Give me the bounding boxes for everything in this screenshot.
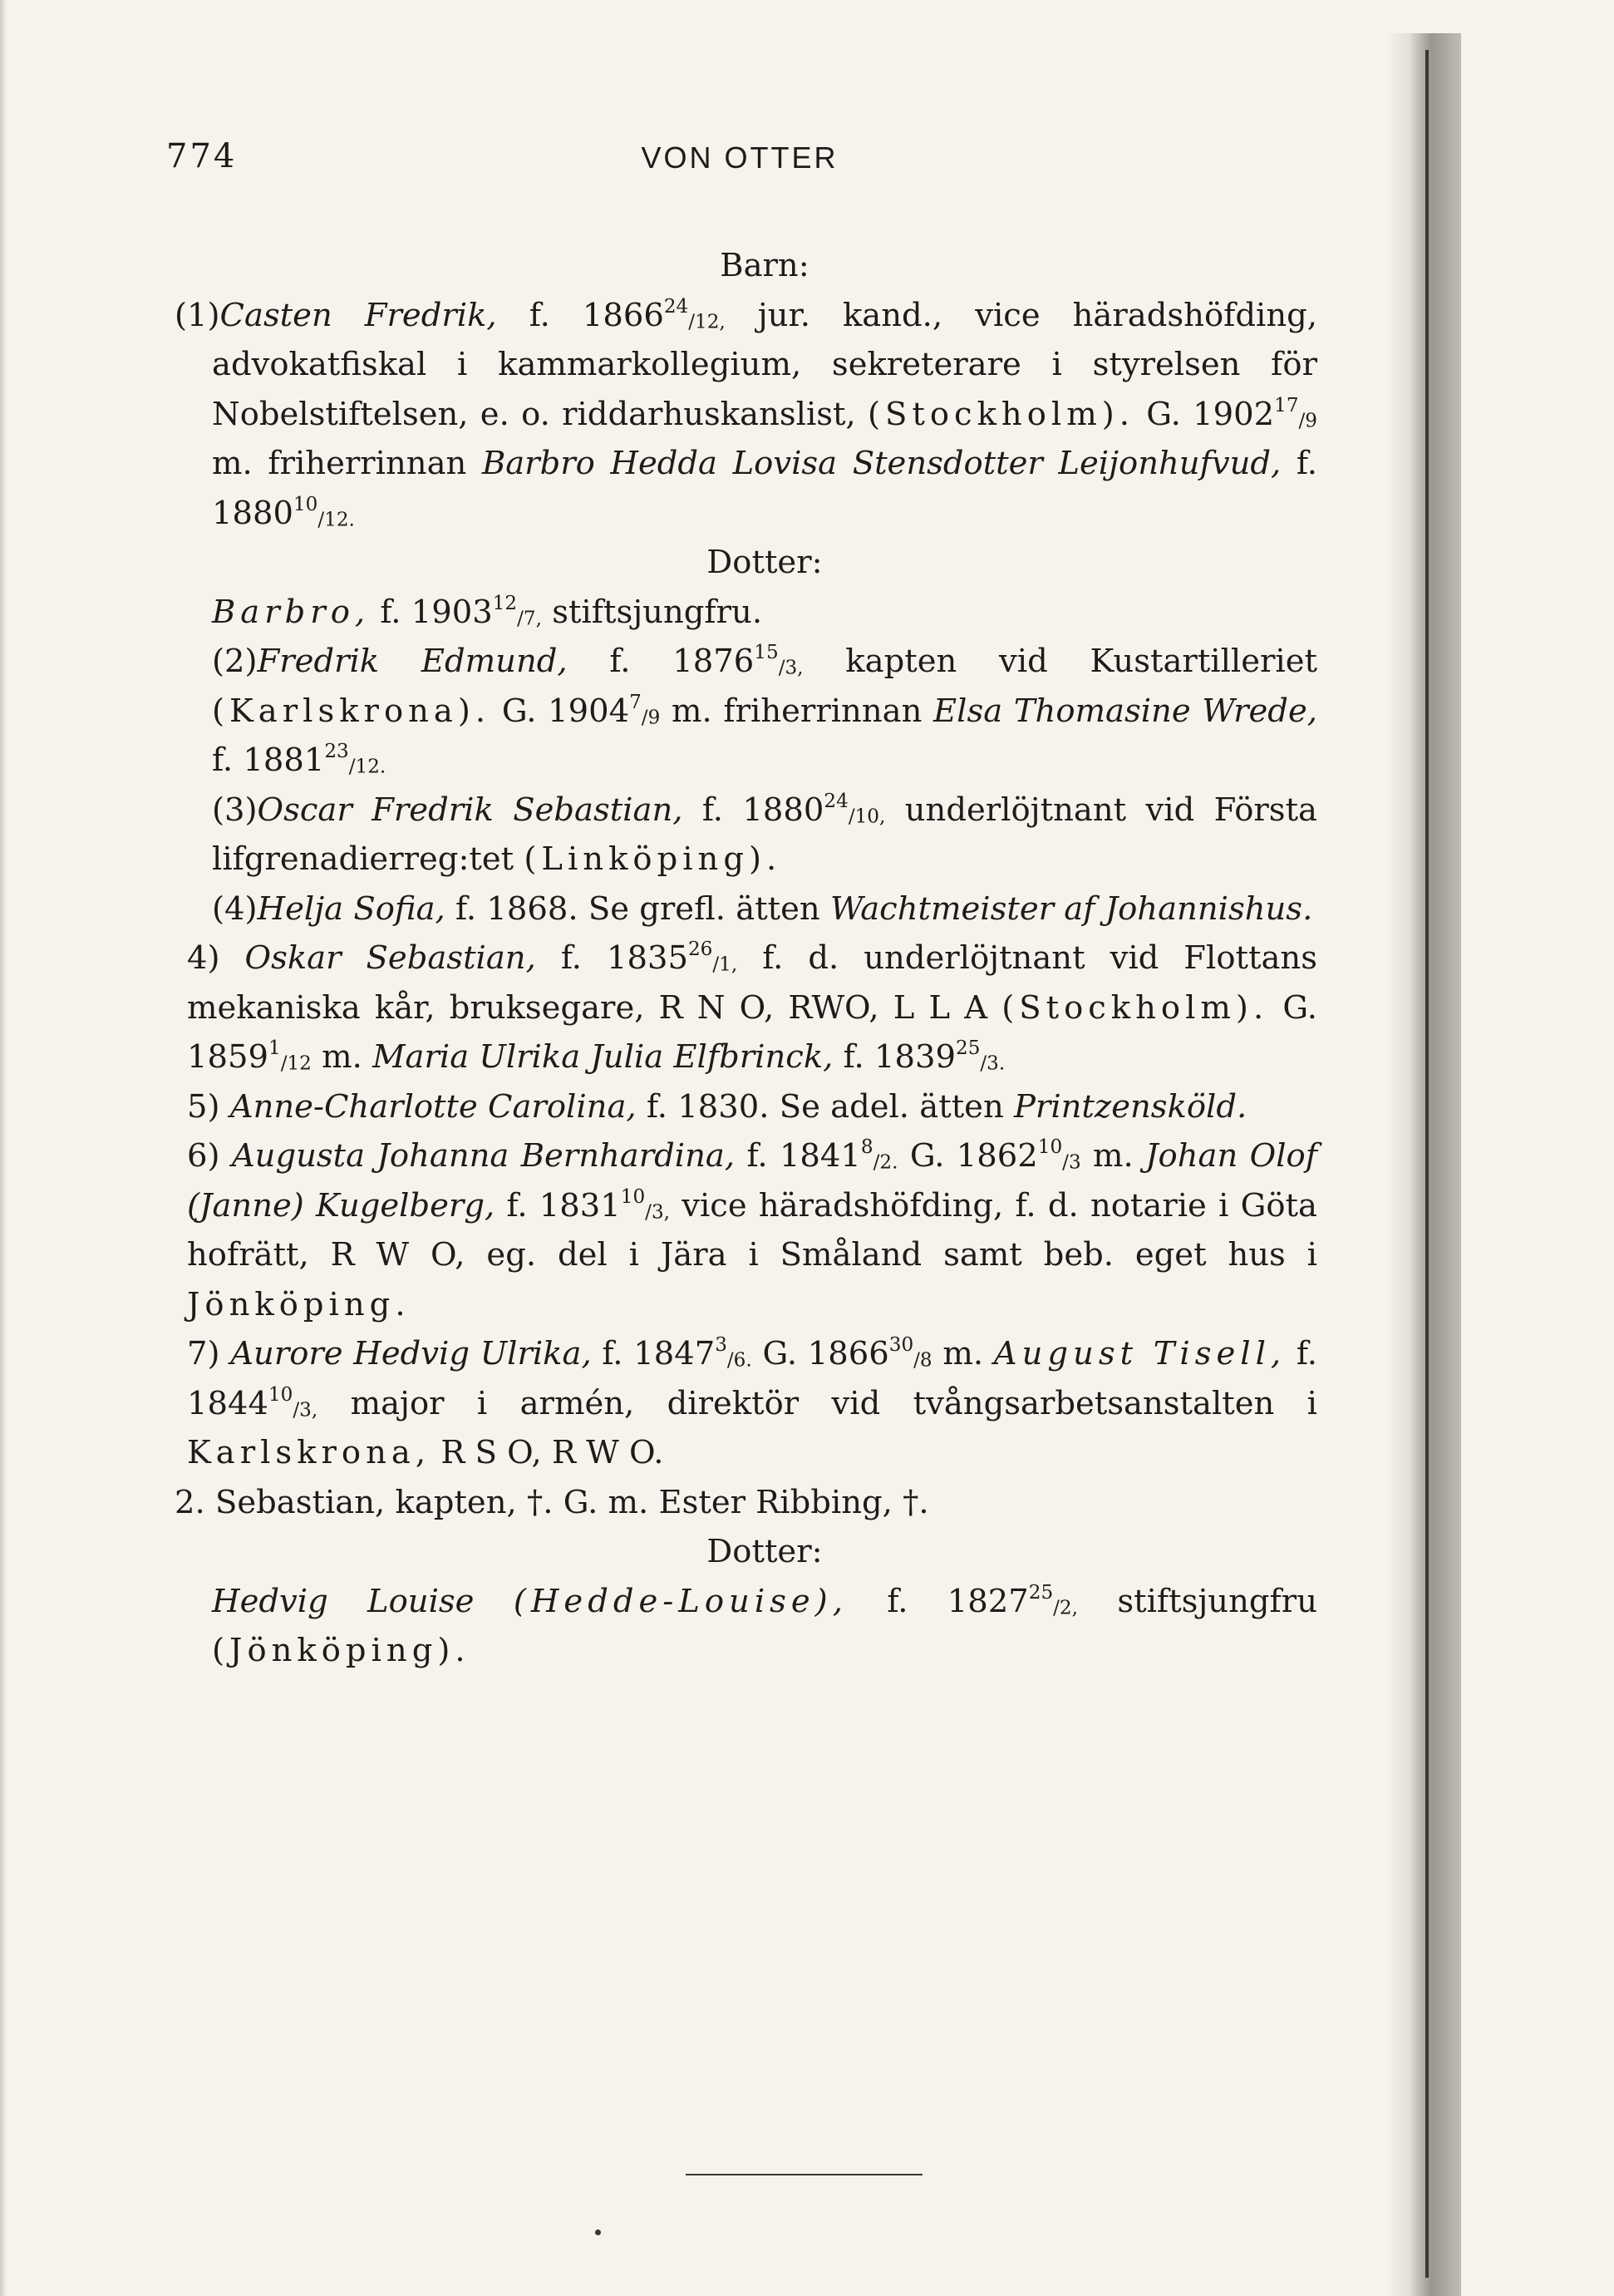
spouse-name: Maria Ulrika Julia Elfbrinck, <box>372 1038 834 1076</box>
spouse-name: Elsa Thomasine Wrede, <box>933 692 1317 730</box>
section-heading-barn: Barn: <box>720 247 809 284</box>
entry-aurore-hedvig: 7) Aurore Hedvig Ulrika, f. $1847^3_{/6.}$ G. $1866^{30}_{/8}$ m. August Tisell, f. $1844^{10}_{/3,}$ major i armén, direktör vid tvångsarbetsanstalten i Karlskrona, R S O, R W O. <box>187 1333 1317 1471</box>
spouse-name: Barbro Hedda Lovisa Stensdotter Leijonhufvud, <box>481 445 1282 482</box>
place-name: Karlskrona, <box>187 1434 431 1471</box>
person-name: Fredrik Edmund, <box>257 643 568 680</box>
book-spine-shadow <box>1386 33 1461 2296</box>
page-edge-shadow <box>0 0 7 2296</box>
place-name: (Stockholm). <box>1001 988 1269 1027</box>
family-reference: Printzensköld. <box>1014 1087 1247 1126</box>
spouse-name: Johan Olof (Janne) Kugelberg, <box>187 1137 1317 1224</box>
place-name: (Linköping). <box>524 840 782 878</box>
person-name: Casten Fredrik, <box>219 296 497 334</box>
person-name: Hedvig Louise <box>212 1582 475 1620</box>
spouse-name: August Tisell, <box>993 1335 1287 1372</box>
end-rule <box>686 2174 923 2175</box>
entry-helja-sofia: (4)Helja Sofia, f. 1868. Se grefl. ätten Wachtmeister af Johannishus. <box>212 889 1313 928</box>
person-name: Oskar Sebastian, <box>244 939 536 977</box>
entry-fredrik-edmund: (2)Fredrik Edmund, f. $1876^{15}_{/3,}$ kapten vid Kustartilleriet (Karlskrona). G. $1904^7_{/9}$ m. friherrinnan Elsa Thomasine Wrede, f. $1881^{23}_{/12.}$ <box>212 641 1317 779</box>
place-name: (Jönköping). <box>212 1632 470 1669</box>
entry-oskar-sebastian: 4) Oskar Sebastian, f. $1835^{26}_{/1,}$ f. d. underlöjtnant vid Flottans mekaniska kår, bruksegare, R N O, RWO, L L A (Stockholm). G. $1859^1_{/12}$ m. Maria Ulrika Julia Elfbrinck, f. $1839^{25}_{/3.}$ <box>187 938 1317 1076</box>
entry-casten-fredrik: (1)Casten Fredrik, f. $1866^{24}_{/12,}$ jur. kand., vice häradshöfding, advokatfiskal i kammarkollegium, sekreterare i styrelsen för Nobelstiftelsen, e. o. riddarhuskanslist, (Stockholm). G. $1902^{17}_{/9}$ m. friherrinnan Barbro Hedda Lovisa Stensdotter Leijonhufvud, f. $1880^{10}_{/12.}$ <box>175 295 1318 532</box>
section-heading-dotter: Dotter: <box>706 544 823 581</box>
entry-sebastian-kapten: 2. Sebastian, kapten, †. G. m. Ester Ribbing, †. <box>175 1483 929 1521</box>
genealogy-text <box>175 241 1318 1676</box>
person-alt-name: (Hedde-Louise), <box>513 1582 848 1620</box>
entry-augusta-johanna: 6) Augusta Johanna Bernhardina, f. $1841^8_{/2.}$ G. $1862^{10}_{/3}$ m. Johan Olof (Janne) Kugelberg, f. $1831^{10}_{/3,}$ vice häradshöfding, f. d. notarie i Göta hofrätt, R W O, eg. del i Jära i Småland samt beb. eget hus i Jönköping. <box>187 1136 1317 1323</box>
gutter-line <box>1425 50 1429 2278</box>
place-name: Jönköping. <box>187 1285 411 1323</box>
person-name: Aurore Hedvig Ulrika, <box>230 1335 592 1372</box>
entry-oscar-fredrik: (3)Oscar Fredrik Sebastian, f. $1880^{24}_{/10,}$ underlöjtnant vid Första lifgrenadierreg:tet (Linköping). <box>212 790 1317 878</box>
entry-anne-charlotte: 5) Anne-Charlotte Carolina, f. 1830. Se adel. ätten Printzensköld. <box>187 1087 1247 1126</box>
person-name: Oscar Fredrik Sebastian, <box>257 791 683 829</box>
place-name: (Karlskrona). <box>212 692 491 730</box>
family-reference: Wachtmeister af Johannishus. <box>829 889 1313 928</box>
place-name: (Stockholm). <box>868 395 1134 433</box>
person-name: Helja Sofia, <box>257 889 445 928</box>
page-header <box>166 137 1313 195</box>
entry-hedvig-louise: Hedvig Louise (Hedde-Louise), f. $1827^{25}_{/2,}$ stiftsjungfru (Jönköping). <box>212 1581 1317 1669</box>
person-name: Barbro, <box>212 593 371 631</box>
section-heading-dotter-2: Dotter: <box>706 1533 823 1570</box>
entry-barbro: Barbro, f. $1903^{12}_{/7,}$ stiftsjungfru. <box>212 592 763 631</box>
person-name: Augusta Johanna Bernhardina, <box>231 1137 736 1175</box>
running-title: VON OTTER <box>641 140 839 175</box>
person-name: Anne-Charlotte Carolina, <box>229 1087 637 1126</box>
decorative-dot <box>595 2229 601 2235</box>
page-number: 774 <box>166 137 238 175</box>
